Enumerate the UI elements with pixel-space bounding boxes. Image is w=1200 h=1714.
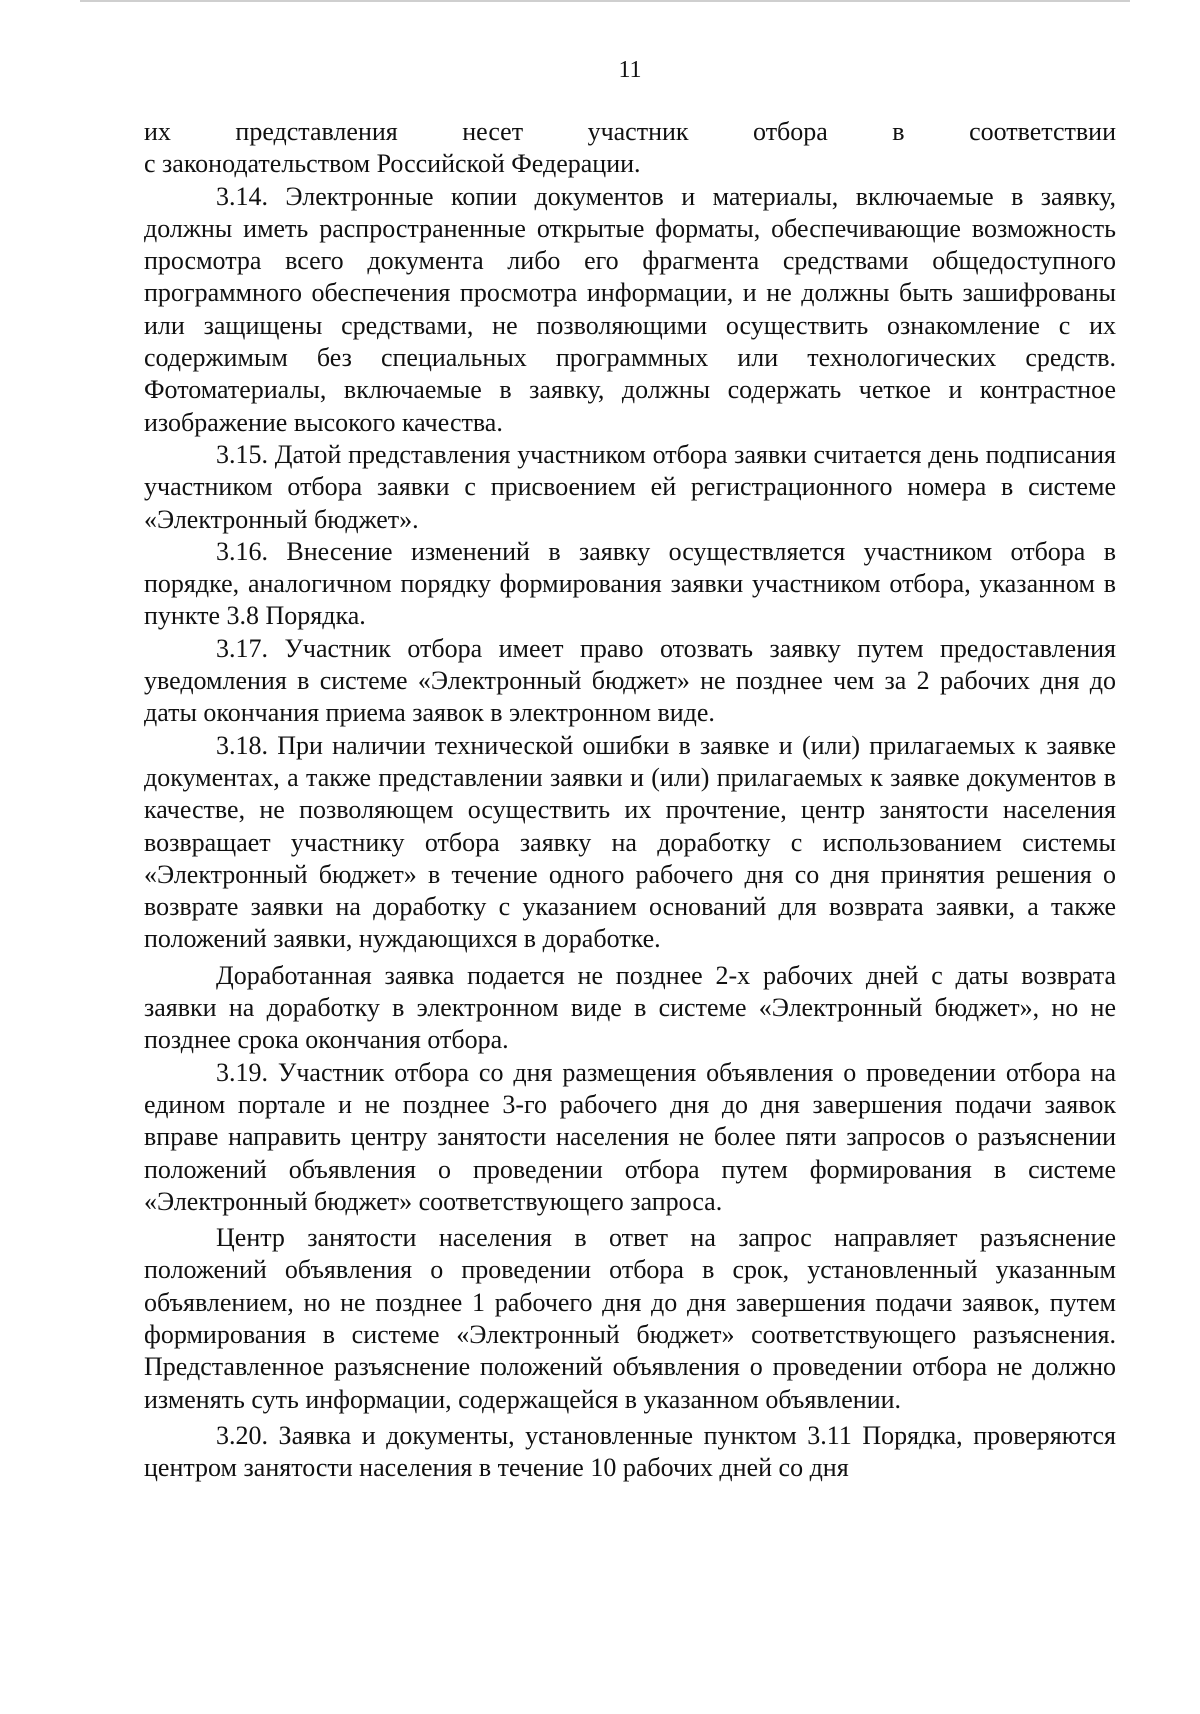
paragraph-continuation bbox=[144, 116, 1116, 181]
top-rule bbox=[80, 0, 1130, 2]
paragraph-continuation-rest: с законодательством Российской Федерации. bbox=[144, 149, 641, 179]
paragraph-3-15: 3.15. Датой представления участником отбора заявки считается день подписания участником отбора заявки с присвоением ей регистрационного номера в системе «Электронный бюджет». bbox=[144, 439, 1116, 534]
justified-line: их представления несет участник отбора в соответствии bbox=[144, 117, 1116, 146]
paragraph-3-20: 3.20. Заявка и документы, установленные пунктом 3.11 Порядка, проверяются центром занятости населения в течение 10 рабочих дней со дня bbox=[144, 1420, 1116, 1483]
body-text bbox=[144, 116, 1116, 1484]
paragraph-3-19-clarification: Центр занятости населения в ответ на запрос направляет разъяснение положений объявления о проведении отбора в срок, установленный указанным объявлением, но не позднее 1 рабочего дня до дня завершения подачи заявок, путем формирования в системе «Электронный бюджет» соответствующего разъяснения. Представленное разъяснение положений объявления о проведении отбора не должно изменять суть информации, содержащейся в указанном объявлении. bbox=[144, 1223, 1116, 1414]
paragraph-3-18-resubmission: Доработанная заявка подается не позднее 2-х рабочих дней с даты возврата заявки на доработку в электронном виде в системе «Электронный бюджет», но не позднее срока окончания отбора. bbox=[144, 960, 1116, 1055]
paragraph-3-19: 3.19. Участник отбора со дня размещения объявления о проведении отбора на едином портале и не позднее 3-го рабочего дня до дня завершения подачи заявок вправе направить центру занятости населения не более пяти запросов о разъяснении положений объявления о проведении отбора путем формирования в системе «Электронный бюджет» соответствующего запроса. bbox=[144, 1057, 1116, 1216]
page-number: 11 bbox=[618, 57, 642, 83]
paragraph-3-16: 3.16. Внесение изменений в заявку осуществляется участником отбора в порядке, аналогичном порядку формирования заявки участником отбора, указанном в пункте 3.8 Порядка. bbox=[144, 536, 1116, 631]
paragraph-3-14: 3.14. Электронные копии документов и материалы, включаемые в заявку, должны иметь распространенные открытые форматы, обеспечивающие возможность просмотра всего документа либо его фрагмента средствами общедоступного программного обеспечения просмотра информации, и не должны быть зашифрованы или защищены средствами, не позволяющими осуществить ознакомление с их содержимым без специальных программных или технологических средств. Фотоматериалы, включаемые в заявку, должны содержать четкое и контрастное изображение высокого качества. bbox=[144, 181, 1116, 437]
paragraph-3-18: 3.18. При наличии технической ошибки в заявке и (или) прилагаемых к заявке документах, а также представлении заявки и (или) прилагаемых к заявке документов в качестве, не позволяющем осуществить их прочтение, центр занятости населения возвращает участнику отбора заявку на доработку с использованием системы «Электронный бюджет» в течение одного рабочего дня со дня принятия решения о возврате заявки на доработку с указанием оснований для возврата заявки, а также положений заявки, нуждающихся в доработке. bbox=[144, 730, 1116, 954]
paragraph-3-17: 3.17. Участник отбора имеет право отозвать заявку путем предоставления уведомления в системе «Электронный бюджет» не позднее чем за 2 рабочих дня до даты окончания приема заявок в электронном виде. bbox=[144, 633, 1116, 728]
